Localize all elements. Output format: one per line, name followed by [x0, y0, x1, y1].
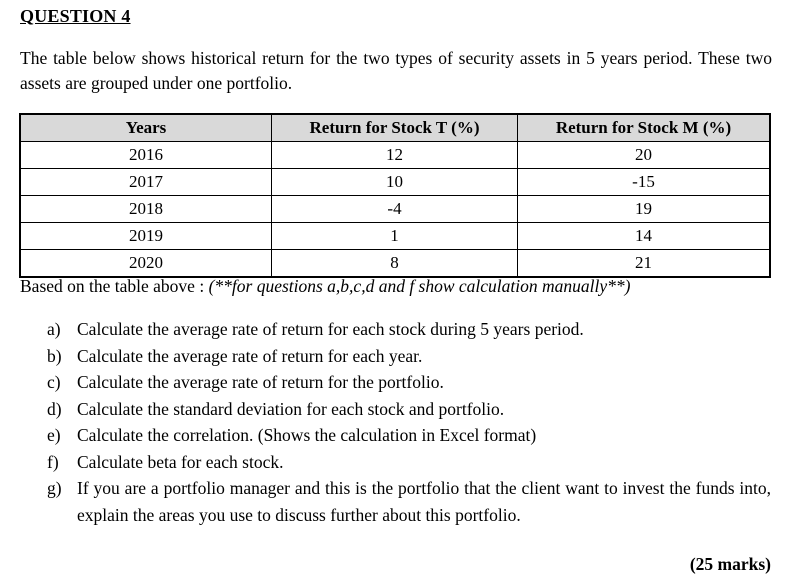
list-item — [47, 369, 771, 396]
table-row — [20, 169, 770, 196]
cell-stock-m: 20 — [518, 142, 771, 169]
item-marker: c) — [47, 372, 61, 392]
table-row — [20, 196, 770, 223]
table-row — [20, 223, 770, 250]
list-item — [47, 475, 771, 528]
list-item — [47, 396, 771, 423]
header-stock-t: Return for Stock T (%) — [272, 114, 518, 142]
instruction-note: (**for questions a,b,c,d and f show calculation manually**) — [208, 276, 631, 296]
instruction-line — [20, 276, 630, 297]
table-header-row — [20, 114, 770, 142]
item-marker: e) — [47, 425, 61, 445]
item-marker: f) — [47, 451, 59, 472]
cell-stock-t: -4 — [272, 196, 518, 223]
cell-stock-t: 12 — [272, 142, 518, 169]
list-item — [47, 449, 771, 476]
item-text: Calculate the average rate of return for each year. — [77, 345, 423, 366]
header-years: Years — [20, 114, 272, 142]
cell-stock-m: -15 — [518, 169, 771, 196]
instruction-prefix: Based on the table above : — [20, 276, 209, 296]
cell-year: 2016 — [20, 142, 272, 169]
cell-stock-m: 21 — [518, 250, 771, 278]
cell-stock-t: 10 — [272, 169, 518, 196]
table-row — [20, 250, 770, 278]
cell-year: 2018 — [20, 196, 272, 223]
intro-paragraph: The table below shows historical return for the two types of security assets in 5 years period. These two assets are grouped under one portfolio. — [20, 48, 772, 93]
cell-stock-m: 14 — [518, 223, 771, 250]
item-marker: g) — [47, 478, 62, 498]
cell-year: 2020 — [20, 250, 272, 278]
returns-table — [19, 113, 771, 278]
marks-label: (25 marks) — [689, 554, 771, 574]
item-text: Calculate the correlation. (Shows the calculation in Excel format) — [77, 425, 537, 445]
question-heading: QUESTION 4 — [20, 6, 131, 26]
cell-year: 2019 — [20, 223, 272, 250]
cell-stock-m: 19 — [518, 196, 771, 223]
cell-year: 2017 — [20, 169, 272, 196]
question-list — [47, 316, 771, 528]
list-item — [47, 343, 771, 370]
item-text: Calculate the average rate of return for each stock during 5 years period. — [77, 319, 584, 339]
item-marker: b) — [47, 345, 62, 366]
header-stock-m: Return for Stock M (%) — [518, 114, 771, 142]
table-row — [20, 142, 770, 169]
list-item — [47, 316, 771, 343]
cell-stock-t: 1 — [272, 223, 518, 250]
cell-stock-t: 8 — [272, 250, 518, 278]
item-text: Calculate beta for each stock. — [77, 451, 284, 472]
item-marker: a) — [47, 319, 61, 339]
item-text: If you are a portfolio manager and this is the portfolio that the client want to invest the funds into, explain the areas you use to discuss further about this portfolio. — [77, 478, 771, 525]
item-marker: d) — [47, 398, 62, 419]
item-text: Calculate the average rate of return for the portfolio. — [77, 372, 444, 392]
list-item — [47, 422, 771, 449]
item-text: Calculate the standard deviation for each stock and portfolio. — [77, 398, 505, 419]
